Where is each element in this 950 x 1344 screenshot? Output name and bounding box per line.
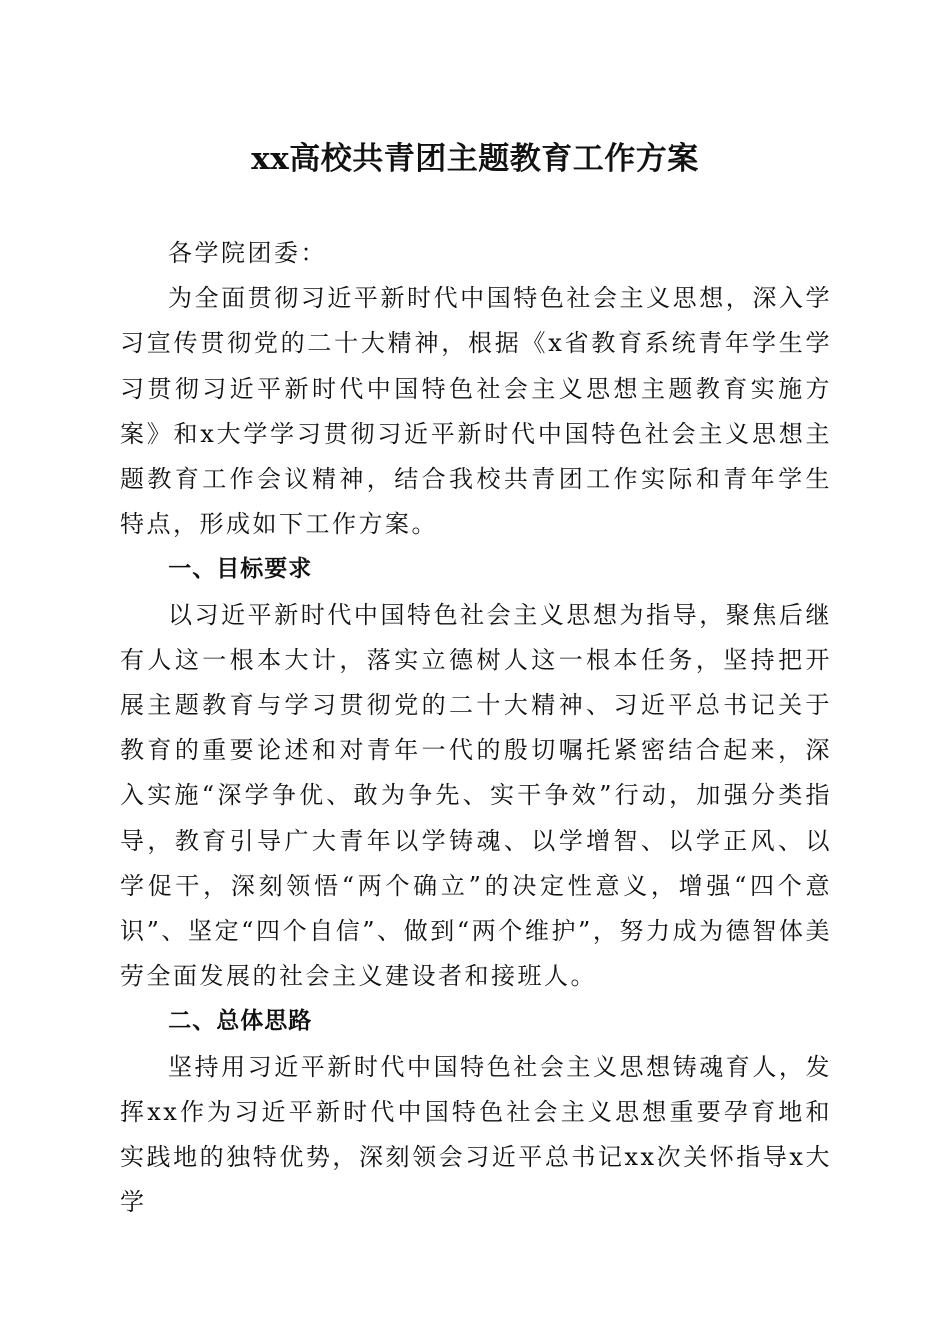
section-heading-goals: 一、目标要求 [168, 556, 313, 583]
document-title: xx高校共青团主题教育工作方案 [251, 141, 699, 177]
salutation: 各学院团委： [168, 239, 327, 267]
section-paragraph-goals: 以习近平新时代中国特色社会主义思想为指导，聚焦后继有人这一根本大计，落实立德树人这一根本任务，坚持把开展主题教育与学习贯彻党的二十大精神、习近平总书记关于教育的重要论述和对青年一代的殷切嘱托紧密结合起来，深入实施“深学争优、敢为争先、实干争效”行动，加强分类指导，教育引导广大青年以学铸魂、以学增智、以学正风、以学促干，深刻领悟“两个确立”的决定性意义，增强“四个意识”、坚定“四个自信”、做到“两个维护”，努力成为德智体美劳全面发展的社会主义建设者和接班人。 [120, 600, 832, 991]
document-body [120, 231, 832, 1225]
section-paragraph-approach: 坚持用习近平新时代中国特色社会主义思想铸魂育人，发挥xx作为习近平新时代中国特色社会主义思想重要孕育地和实践地的独特优势，深刻领会习近平总书记xx次关怀指导x大学 [120, 1052, 832, 1217]
intro-paragraph: 为全面贯彻习近平新时代中国特色社会主义思想，深入学习宣传贯彻党的二十大精神，根据《x省教育系统青年学生学习贯彻习近平新时代中国特色社会主义思想主题教育实施方案》和x大学学习贯彻习近平新时代中国特色社会主义思想主题教育工作会议精神，结合我校共青团工作实际和青年学生特点，形成如下工作方案。 [120, 284, 832, 539]
section-heading-approach: 二、总体思路 [168, 1008, 313, 1035]
